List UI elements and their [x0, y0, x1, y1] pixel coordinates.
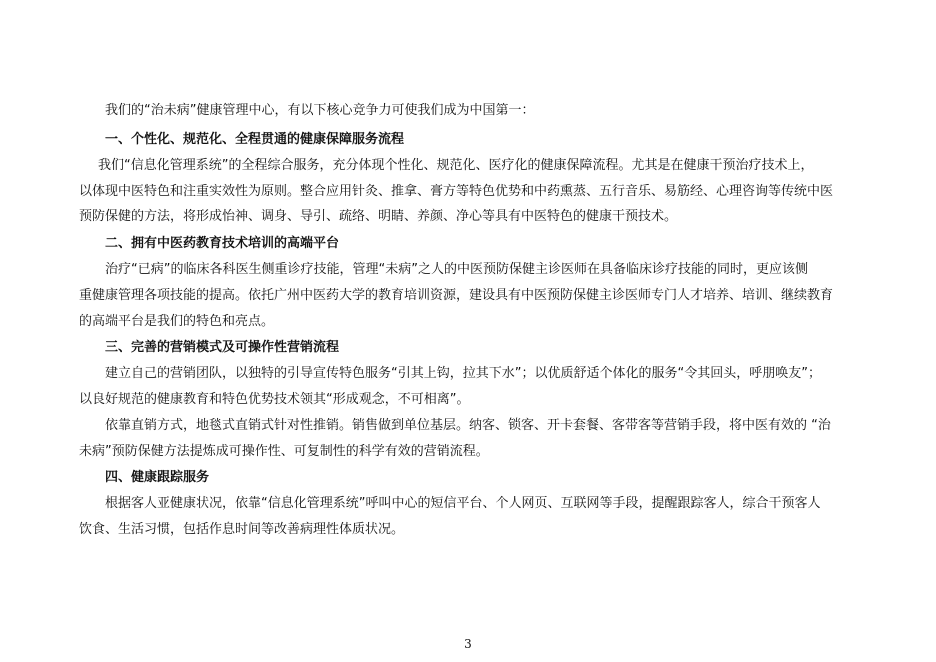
- section-2-line-2: 重健康管理各项技能的提高。依托广州中医药大学的教育培训资源，建设具有中医预防保健主诊医师专门人才培养、培训、继续教育: [79, 288, 834, 303]
- section-2-line-3: 的高端平台是我们的特色和亮点。: [79, 314, 275, 329]
- section-4-line-1: 根据客人亚健康状况，依靠“信息化管理系统”呼叫中心的短信平台、个人网页、互联网等手段，提醒跟踪客人，综合干预客人: [105, 496, 821, 511]
- section-3-heading: 三、完善的营销模式及可操作性营销流程: [105, 340, 340, 355]
- section-2-line-1: 治疗“已病”的临床各科医生侧重诊疗技能，管理“未病”之人的中医预防保健主诊医师在具备临床诊疗技能的同时，更应该侧: [105, 262, 808, 277]
- section-4-line-2: 饮食、生活习惯，包括作息时间等改善病理性体质状况。: [79, 522, 405, 537]
- section-1-heading: 一、个性化、规范化、全程贯通的健康保障服务流程: [105, 132, 405, 147]
- intro-paragraph: 我们的“治未病”健康管理中心，有以下核心竞争力可使我们成为中国第一：: [105, 103, 535, 118]
- section-2-heading: 二、拥有中医药教育技术培训的高端平台: [105, 236, 340, 251]
- section-4-heading: 四、健康跟踪服务: [105, 470, 210, 485]
- section-3-line-1: 建立自己的营销团队，以独特的引导宣传特色服务“引其上钩，拉其下水”；以优质舒适个体化的服务“令其回头，呼朋唤友”；: [105, 366, 821, 381]
- section-3-line-3: 依靠直销方式，地毯式直销式针对性推销。销售做到单位基层。纳客、锁客、开卡套餐、客带客等营销手段，将中医有效的 “治: [105, 418, 831, 433]
- section-3-line-2: 以良好规范的健康教育和特色优势技术领其“形成观念，不可相离”。: [79, 392, 470, 407]
- page-number: 3: [464, 637, 472, 651]
- section-1-line-3: 预防保健的方法，将形成怡神、调身、导引、疏络、明睛、养颜、净心等具有中医特色的健康干预技术。: [79, 209, 678, 224]
- section-3-line-4: 未病”预防保健方法提炼成可操作性、可复制性的科学有效的营销流程。: [79, 444, 489, 459]
- section-1-line-1: 我们“信息化管理系统”的全程综合服务，充分体现个性化、规范化、医疗化的健康保障流程。尤其是在健康干预治疗技术上，: [98, 158, 814, 173]
- section-1-line-2: 以体现中医特色和注重实效性为原则。整合应用针灸、推拿、膏方等特色优势和中药熏蒸、五行音乐、易筋经、心理咨询等传统中医: [79, 184, 834, 199]
